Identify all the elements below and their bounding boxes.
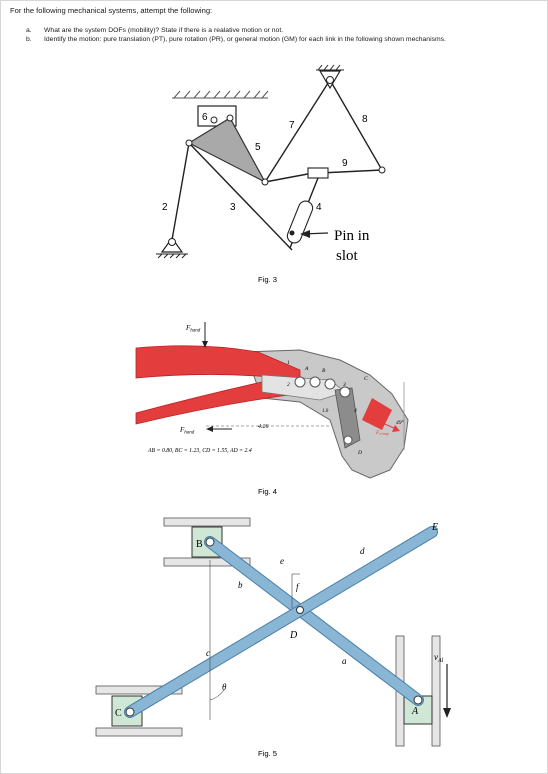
question-letter: a. <box>26 27 32 34</box>
fig3-link-9 <box>320 170 382 173</box>
fig4-point-D: D <box>358 450 362 456</box>
fig4-num-10: 1.0 <box>322 409 329 414</box>
fig4-num-4: 4 <box>354 408 357 414</box>
fig3-ternary-link <box>189 118 265 182</box>
fig3-slot <box>285 199 314 245</box>
fig3-link-8 <box>330 80 382 170</box>
fig5-point-D: D <box>290 630 298 641</box>
fig3-ground-pivot-left <box>156 238 188 258</box>
fig3-ground-pivot-right <box>316 65 344 88</box>
fig5-letter-e: e <box>280 556 284 566</box>
fig4-dim: 4.26 <box>258 424 269 430</box>
fig3-mechanism <box>156 65 385 264</box>
fig3-callout-line1: Pin in <box>334 228 370 244</box>
fig4-point-A: A <box>305 366 309 372</box>
fig5-letter-f: f <box>296 582 299 592</box>
fig3-link-4-label: 4 <box>316 202 322 213</box>
fig4-crimper <box>136 322 408 478</box>
fig5-caption: Fig. 5 <box>258 749 277 758</box>
fig5-velocity: $v_{Al}$ <box>434 652 444 664</box>
fig4-fhand-top: $F_{hand}$ <box>186 324 201 334</box>
fig3-link-6-label: 6 <box>202 112 208 123</box>
fig4-fcrimp: Fcrimp <box>376 430 389 436</box>
fig3-caption: Fig. 3 <box>258 275 277 284</box>
fig5-letter-d: d <box>360 546 365 556</box>
fig4-dimensions: AB = 0.80, BC = 1.23, CD = 1.55, AD = 2.4 <box>148 448 252 454</box>
fig3-link-2 <box>172 143 189 240</box>
fig4-num-1: 1 <box>287 360 290 366</box>
fig5-point-C: C <box>115 708 122 719</box>
intro-text: For the following mechanical systems, attempt the following: <box>10 6 213 15</box>
fig4-angle: 49° <box>396 420 404 426</box>
fig3-small-slider <box>308 168 328 178</box>
fig3-link-5-label: 5 <box>255 142 261 153</box>
fig5-point-B: B <box>196 539 203 550</box>
fig5-mechanism <box>96 518 451 746</box>
fig4-num-2: 2 <box>287 382 290 388</box>
fig4-caption: Fig. 4 <box>258 487 277 496</box>
fig5-theta: θ <box>222 682 227 692</box>
fig3-link-8-label: 8 <box>362 114 368 125</box>
question-text: Identify the motion: pure translation (PT), pure rotation (PR), or general motion (GM) for each link in the following shown mechanisms. <box>44 36 446 43</box>
fig5-letter-c: c <box>206 648 210 658</box>
fig3-link-7 <box>265 80 330 182</box>
fig5-letter-b: b <box>238 580 243 590</box>
fig5-point-E: E <box>432 522 439 533</box>
fig3-ground-top <box>172 91 268 98</box>
fig5-letter-a: a <box>342 656 347 666</box>
question-letter: b. <box>26 36 32 43</box>
fig3-link-7-label: 7 <box>289 120 295 131</box>
fig3-link-3-label: 3 <box>230 202 236 213</box>
fig4-point-C: C <box>364 376 368 382</box>
fig4-fhand-bottom: $F_{hand}$ <box>180 426 195 436</box>
fig3-link-5 <box>265 173 313 182</box>
fig5-point-A: A <box>412 706 419 717</box>
fig3-link-9-label: 9 <box>342 158 348 169</box>
fig3-link-2-label: 2 <box>162 202 168 213</box>
fig4-point-B: B <box>322 368 326 374</box>
question-text: What are the system DOFs (mobility)? State if there is a realative motion or not. <box>44 27 284 34</box>
fig4-num-3: 3 <box>343 382 346 388</box>
fig3-callout-line2: slot <box>336 248 358 264</box>
